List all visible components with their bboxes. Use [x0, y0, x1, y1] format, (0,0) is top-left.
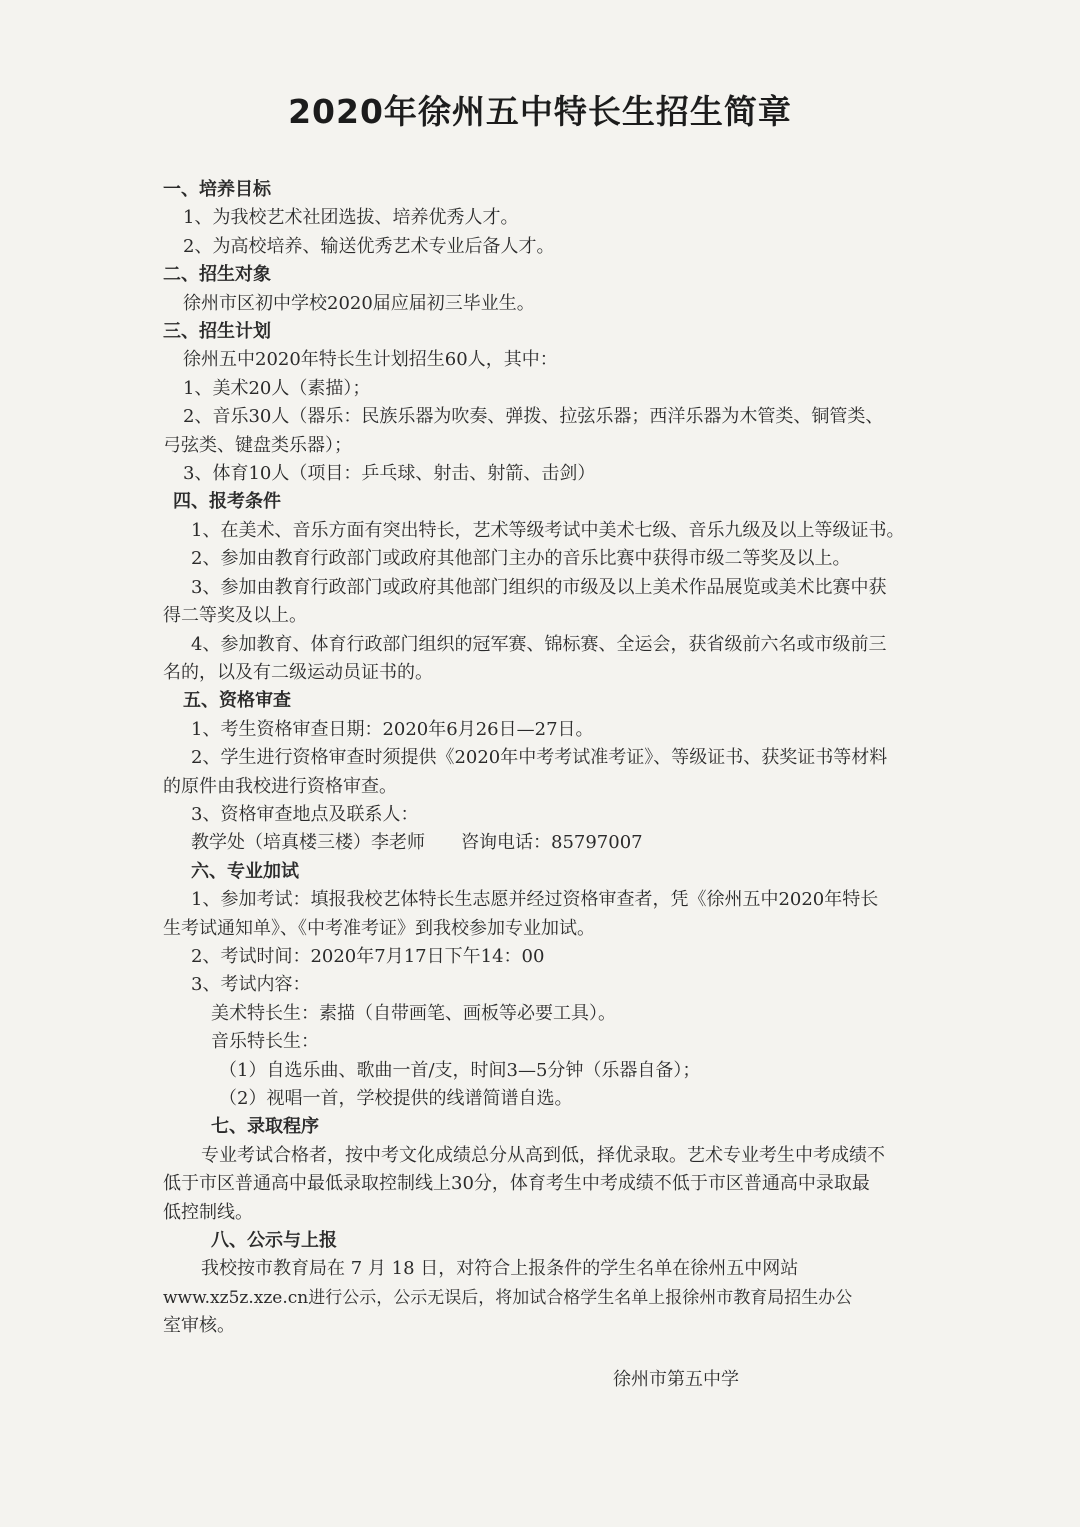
paragraph-line: 2、为高校培养、输送优秀艺术专业后备人才。	[183, 235, 555, 257]
paragraph-line: 3、体育10人（项目：乒乓球、射击、射箭、击剑）	[183, 463, 596, 485]
paragraph-line: 1、美术20人（素描）；	[183, 377, 371, 399]
paragraph-line: 的原件由我校进行资格审查。	[163, 775, 397, 797]
section-heading-7: 七、录取程序	[211, 1116, 319, 1138]
paragraph-line: 音乐特长生：	[211, 1031, 319, 1053]
paragraph-line: 低于市区普通高中最低录取控制线上30分，体育考生中考成绩不低于市区普通高中录取最	[163, 1173, 870, 1195]
paragraph-line: 徐州市区初中学校2020届应届初三毕业生。	[183, 292, 535, 314]
document-body	[163, 176, 923, 1341]
paragraph-line: 我校按市教育局在 7 月 18 日，对符合上报条件的学生名单在徐州五中网站	[201, 1258, 799, 1280]
paragraph-line: 名的，以及有二级运动员证书的。	[163, 661, 433, 683]
paragraph-line: 2、考试时间：2020年7月17日下午14：00	[191, 945, 545, 967]
paragraph-line: 弓弦类、键盘类乐器）；	[163, 434, 352, 456]
paragraph-line: 美术特长生：素描（自带画笔、画板等必要工具）。	[211, 1002, 616, 1024]
paragraph-line: 1、为我校艺术社团选拔、培养优秀人才。	[183, 207, 519, 229]
paragraph-line: 2、音乐30人（器乐：民族乐器为吹奏、弹拨、拉弦乐器；西洋乐器为木管类、铜管类、	[183, 406, 884, 428]
section-heading-6: 六、专业加试	[191, 860, 299, 882]
paragraph-line: 1、参加考试：填报我校艺体特长生志愿并经过资格审查者，凭《徐州五中2020年特长	[191, 889, 879, 911]
paragraph-line: 4、参加教育、体育行政部门组织的冠军赛、锦标赛、全运会，获省级前六名或市级前三	[191, 633, 887, 655]
section-heading-4: 四、报考条件	[173, 491, 281, 513]
paragraph-line: 教学处（培真楼三楼）李老师 咨询电话：85797007	[191, 832, 643, 854]
paragraph-line: 生考试通知单》、《中考准考证》到我校参加专业加试。	[163, 917, 595, 939]
paragraph-line: （2）视唱一首，学校提供的线谱简谱自选。	[219, 1088, 573, 1109]
section-heading-8: 八、公示与上报	[211, 1230, 337, 1252]
section-heading-5: 五、资格审查	[183, 690, 291, 712]
paragraph-line: 低控制线。	[163, 1201, 253, 1223]
section-heading-2: 二、招生对象	[163, 264, 271, 286]
paragraph-line: 得二等奖及以上。	[163, 605, 307, 627]
section-heading-3: 三、招生计划	[163, 321, 271, 343]
paragraph-line: 1、在美术、音乐方面有突出特长，艺术等级考试中美术七级、音乐九级及以上等级证书。	[191, 519, 905, 541]
paragraph-line: （1）自选乐曲、歌曲一首/支，时间3—5分钟（乐器自备）；	[219, 1059, 701, 1081]
paragraph-line: 1、考生资格审查日期：2020年6月26日—27日。	[191, 718, 594, 740]
page-title: 2020年徐州五中特长生招生简章	[288, 92, 792, 131]
paragraph-line: 专业考试合格者，按中考文化成绩总分从高到低，择优录取。艺术专业考生中考成绩不	[201, 1144, 885, 1166]
paragraph-line: 2、学生进行资格审查时须提供《2020年中考考试准考证》、等级证书、获奖证书等材料	[191, 747, 888, 769]
signature-organization: 徐州市第五中学	[613, 1369, 739, 1390]
paragraph-line: 3、资格审查地点及联系人：	[191, 803, 419, 825]
paragraph-line: 3、参加由教育行政部门或政府其他部门组织的市级及以上美术作品展览或美术比赛中获	[191, 576, 887, 598]
section-heading-1: 一、培养目标	[163, 179, 271, 200]
paragraph-line: www.xz5z.xze.cn进行公示，公示无误后，将加试合格学生名单上报徐州市教育局招生办公	[163, 1287, 853, 1308]
paragraph-line: 徐州五中2020年特长生计划招生60人，其中：	[183, 349, 558, 371]
paragraph-line: 室审核。	[163, 1315, 235, 1337]
paragraph-line: 2、参加由教育行政部门或政府其他部门主办的音乐比赛中获得市级二等奖及以上。	[191, 548, 851, 570]
paragraph-line: 3、考试内容：	[191, 974, 311, 996]
